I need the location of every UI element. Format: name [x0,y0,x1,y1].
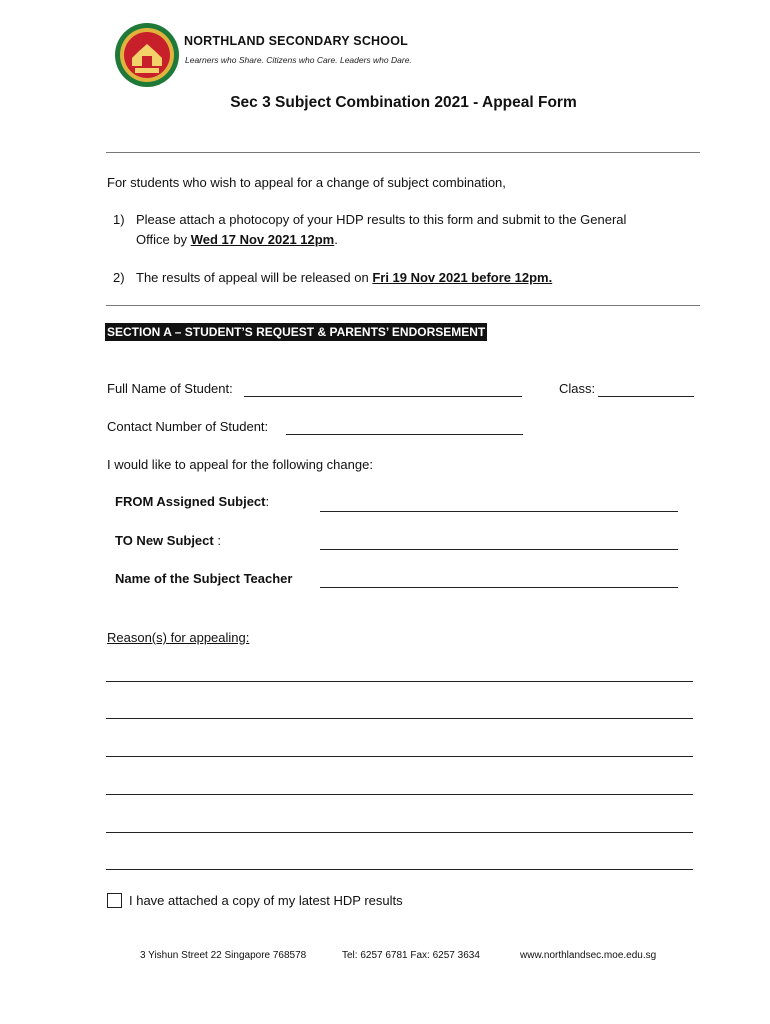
to-subject-field[interactable] [320,549,678,550]
hdp-attached-label: I have attached a copy of my latest HDP results [129,893,403,908]
class-field[interactable] [598,396,694,397]
submission-deadline: Wed 17 Nov 2021 12pm [190,232,335,247]
header-divider [106,152,700,153]
reason-line[interactable] [106,718,693,719]
subject-teacher-label: Name of the Subject Teacher [115,571,293,586]
subject-teacher-field[interactable] [320,587,678,588]
full-name-field[interactable] [244,396,522,397]
school-name: NORTHLAND SECONDARY SCHOOL [184,34,408,48]
instruction-1-prefix: Office by [136,232,191,247]
from-subject-field[interactable] [320,511,678,512]
contact-field[interactable] [286,434,523,435]
instruction-1-line2 [136,232,338,247]
reasons-label: Reason(s) for appealing: [107,630,250,645]
from-subject-label-colon: : [265,494,270,509]
reason-line[interactable] [106,794,693,795]
full-name-label: Full Name of Student: [107,381,233,396]
instruction-2-prefix: The results of appeal will be released on [136,270,373,285]
reason-line[interactable] [106,681,693,682]
to-subject-label-text: TO New Subject [115,533,214,548]
section-a-heading: SECTION A – STUDENT’S REQUEST & PARENTS’ ENDORSEMENT [107,325,486,339]
hdp-attached-checkbox[interactable] [107,893,122,908]
instruction-1-line1: Please attach a photocopy of your HDP results to this form and submit to the General [136,212,627,227]
reason-line[interactable] [106,869,693,870]
appeal-intro: I would like to appeal for the following change: [107,457,373,472]
school-motto: Learners who Share. Citizens who Care. Leaders who Dare. [185,55,412,65]
to-subject-label-colon: : [213,533,221,548]
to-subject-label [115,533,221,548]
school-crest-icon [114,22,180,88]
from-subject-label-text: FROM Assigned Subject [115,494,266,509]
instruction-1-number: 1) [113,212,125,227]
form-title: Sec 3 Subject Combination 2021 - Appeal Form [230,94,577,111]
from-subject-label [115,494,269,509]
footer-website[interactable]: www.northlandsec.moe.edu.sg [520,950,657,961]
class-label: Class: [559,381,596,396]
intro-lead: For students who wish to appeal for a change of subject combination, [107,175,506,190]
intro-divider [106,305,700,306]
reason-line[interactable] [106,832,693,833]
instruction-2-line [136,270,552,285]
release-date: Fri 19 Nov 2021 before 12pm. [372,270,553,285]
footer-address: 3 Yishun Street 22 Singapore 768578 [140,950,307,961]
contact-label: Contact Number of Student: [107,419,269,434]
footer-phone: Tel: 6257 6781 Fax: 6257 3634 [342,950,480,961]
reason-line[interactable] [106,756,693,757]
instruction-2-number: 2) [113,270,125,285]
instruction-1-suffix: . [334,232,338,247]
